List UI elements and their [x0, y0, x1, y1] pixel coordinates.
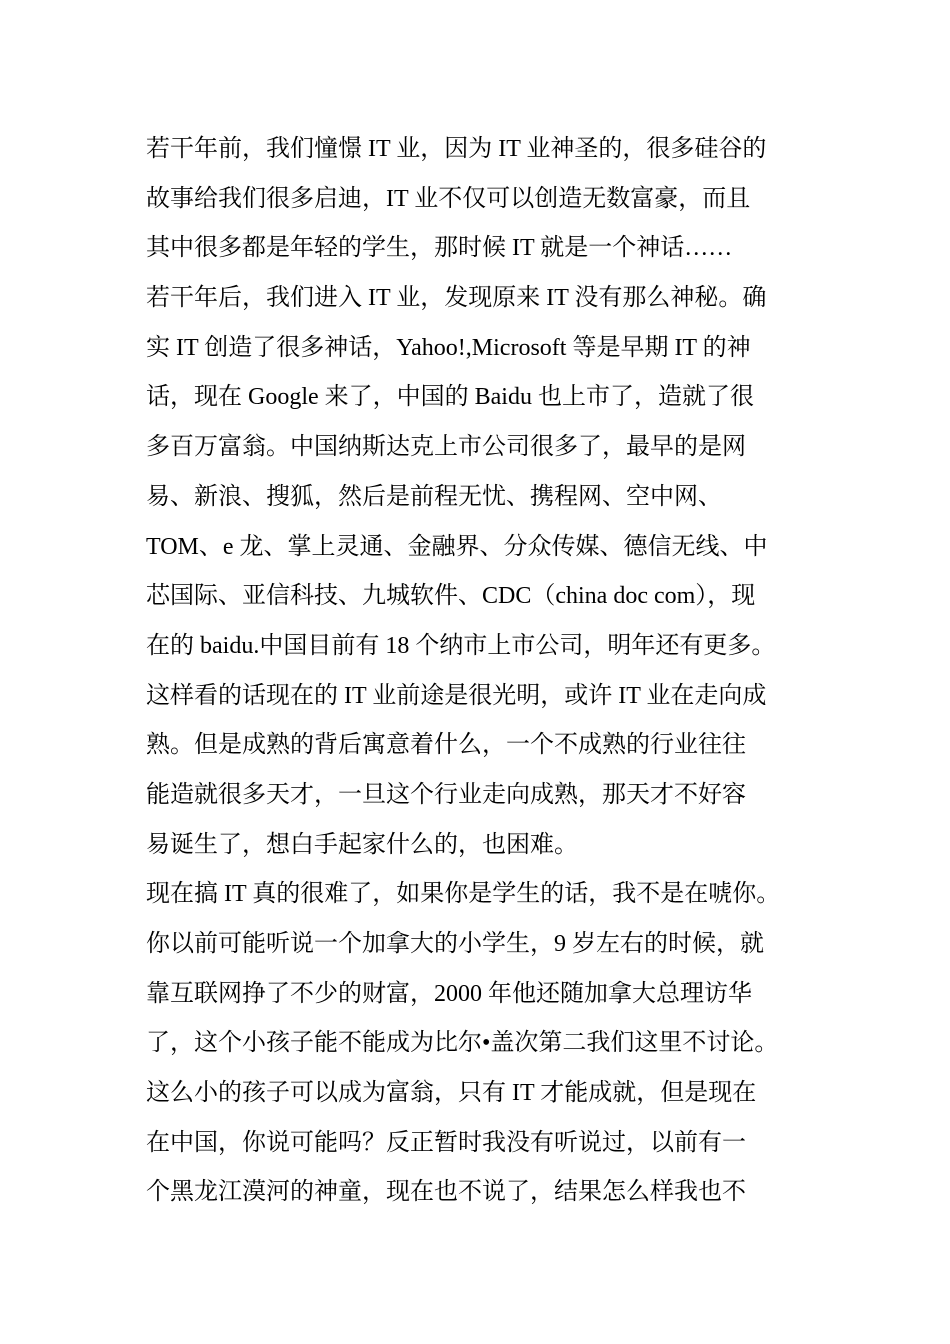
text-line: 其中很多都是年轻的学生，那时候 IT 就是一个神话…… — [146, 235, 733, 262]
text-line: 你以前可能听说一个加拿大的小学生，9 岁左右的时候，就 — [146, 931, 764, 957]
text-line: 个黑龙江漠河的神童，现在也不说了，结果怎么样我也不 — [146, 1179, 746, 1206]
text-line: 易诞生了，想白手起家什么的，也困难。 — [146, 831, 578, 858]
text-line: TOM、e 龙、掌上灵通、金融界、分众传媒、德信无线、中 — [146, 533, 768, 560]
text-line: 若干年后，我们进入 IT 业，发现原来 IT 没有那么神秘。确 — [146, 285, 767, 312]
text-line: 了，这个小孩子能不能成为比尔•盖次第二我们这里不讨论。 — [146, 1030, 779, 1057]
text-line: 在中国，你说可能吗？反正暂时我没有听说过，以前有一 — [146, 1129, 746, 1156]
text-line: 实 IT 创造了很多神话，Yahoo!,Microsoft 等是早期 IT 的神 — [146, 334, 751, 361]
text-line: 话，现在 Google 来了，中国的 Baidu 也上市了，造就了很 — [146, 384, 754, 411]
text-line: 熟。但是成熟的背后寓意着什么，一个不成熟的行业往往 — [146, 732, 746, 759]
text-line: 故事给我们很多启迪，IT 业不仅可以创造无数富豪，而且 — [146, 185, 751, 212]
text-line: 能造就很多天才，一旦这个行业走向成熟，那天才不好容 — [146, 781, 746, 808]
text-line: 在的 baidu.中国目前有 18 个纳市上市公司，明年还有更多。 — [146, 632, 776, 659]
text-line: 若干年前，我们憧憬 IT 业，因为 IT 业神圣的，很多硅谷的 — [146, 136, 767, 162]
text-line: 这么小的孩子可以成为富翁，只有 IT 才能成就，但是现在 — [146, 1080, 757, 1107]
text-line: 芯国际、亚信科技、九城软件、CDC（china doc com），现 — [146, 583, 756, 610]
text-line: 靠互联网挣了不少的财富，2000 年他还随加拿大总理访华 — [146, 980, 752, 1007]
text-line: 多百万富翁。中国纳斯达克上市公司很多了，最早的是网 — [146, 434, 746, 461]
text-line: 易、新浪、搜狐，然后是前程无忧、携程网、空中网、 — [146, 483, 722, 510]
text-line: 现在搞 IT 真的很难了，如果你是学生的话，我不是在唬你。 — [146, 881, 781, 908]
document-body — [146, 125, 836, 1218]
text-line: 这样看的话现在的 IT 业前途是很光明，或许 IT 业在走向成 — [146, 682, 767, 709]
